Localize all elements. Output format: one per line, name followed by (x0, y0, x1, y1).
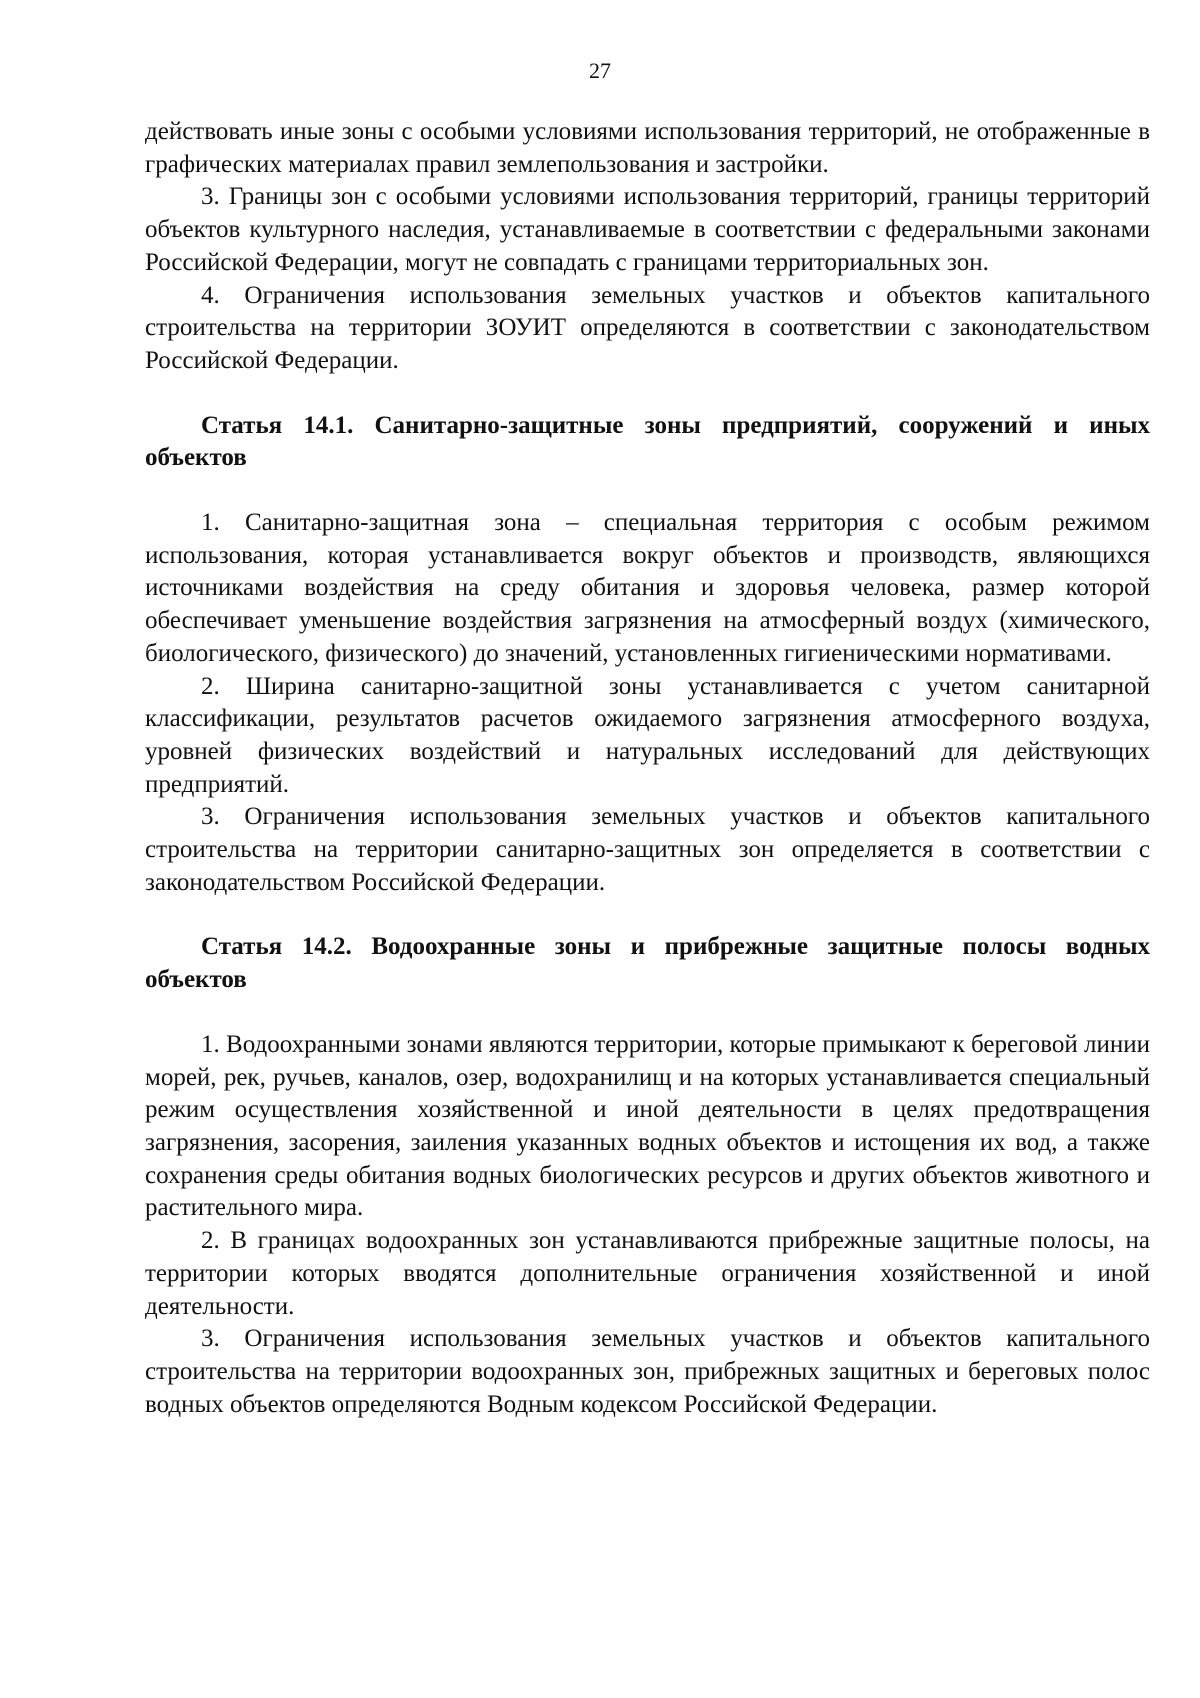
document-body (145, 116, 1150, 1421)
paragraph-item-3: 3. Границы зон с особыми условиями использования территорий, границы территорий объектов культурного наследия, устанавливаемые в соответствии с федеральными законами Российской Федерации, могут не совпадать с границами территориальных зон. (145, 183, 1150, 276)
page-number: 27 (589, 58, 611, 83)
article-14-2-paragraph-1: 1. Водоохранными зонами являются территории, которые примыкают к береговой линии морей, рек, ручьев, каналов, озер, водохранилищ и на которых устанавливается специальный режим осуществления хозяйственной и иной деятельности в целях предотвращения загрязнения, засорения, заиления указанных водных объектов и истощения их вод, а также сохранения среды обитания водных биологических ресурсов и других объектов животного и растительного мира. (145, 1030, 1150, 1222)
article-14-1-paragraph-1: 1. Санитарно-защитная зона – специальная территория с особым режимом использования, которая устанавливается вокруг объектов и производств, являющихся источниками воздействия на среду обитания и здоровья человека, размер которой обеспечивает уменьшение воздействия загрязнения на атмосферный воздух (химического, биологического, физического) до значений, установленных гигиеническими нормативами. (145, 509, 1150, 667)
article-14-2-heading: Статья 14.2. Водоохранные зоны и прибрежные защитные полосы водных объектов (145, 933, 1150, 994)
article-14-1-paragraph-3: 3. Ограничения использования земельных участков и объектов капитального строительства на территории санитарно-защитных зон определяется в соответствии с законодательством Российской Федерации. (145, 803, 1150, 896)
article-14-2-paragraph-3: 3. Ограничения использования земельных участков и объектов капитального строительства на территории водоохранных зон, прибрежных защитных и береговых полос водных объектов определяются Водным кодексом Российской Федерации. (145, 1325, 1150, 1418)
paragraph-continuation: действовать иные зоны с особыми условиями использования территорий, не отображенные в графических материалах правил землепользования и застройки. (145, 118, 1150, 178)
article-14-2-paragraph-2: 2. В границах водоохранных зон устанавливаются прибрежные защитные полосы, на территории которых вводятся дополнительные ограничения хозяйственной и иной деятельности. (145, 1227, 1150, 1320)
article-14-1-heading: Статья 14.1. Санитарно-защитные зоны предприятий, сооружений и иных объектов (145, 411, 1150, 472)
article-14-1-paragraph-2: 2. Ширина санитарно-защитной зоны устанавливается с учетом санитарной классификации, результатов расчетов ожидаемого загрязнения атмосферного воздуха, уровней физических воздействий и натуральных исследований для действующих предприятий. (145, 672, 1150, 798)
paragraph-item-4: 4. Ограничения использования земельных участков и объектов капитального строительства на территории ЗОУИТ определяются в соответствии с законодательством Российской Федерации. (145, 281, 1150, 374)
